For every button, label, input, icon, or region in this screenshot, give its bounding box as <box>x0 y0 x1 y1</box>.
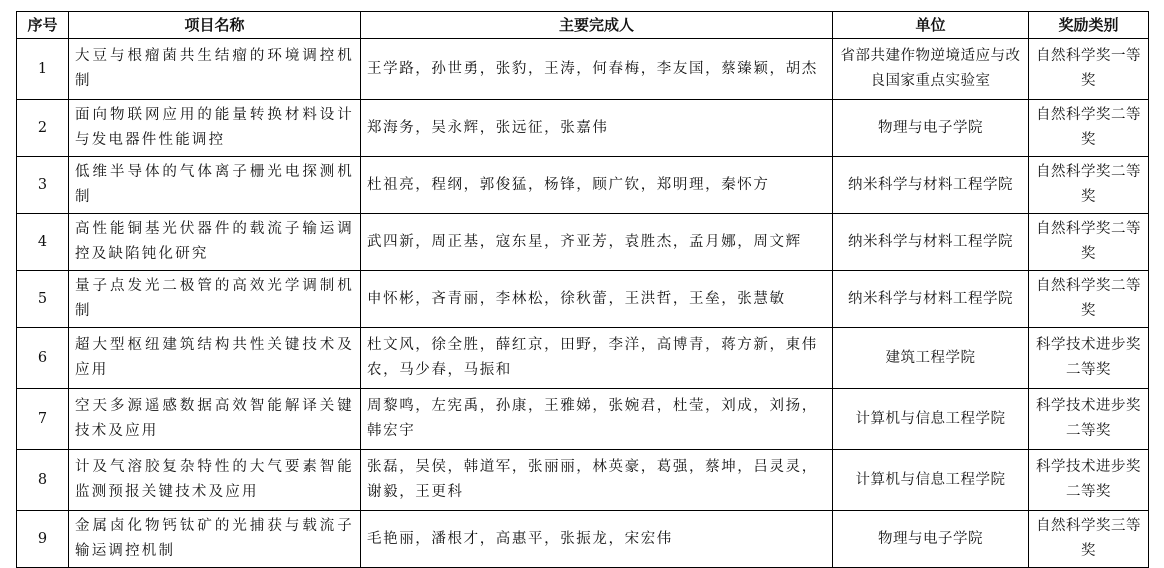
cell-project-name: 量子点发光二极管的高效光学调制机制 <box>69 271 361 328</box>
cell-index: 6 <box>17 328 69 389</box>
cell-unit: 省部共建作物逆境适应与改良国家重点实验室 <box>833 39 1029 100</box>
header-row <box>17 12 1149 39</box>
cell-index: 1 <box>17 39 69 100</box>
cell-award-category: 自然科学奖二等奖 <box>1029 100 1149 157</box>
cell-index: 4 <box>17 214 69 271</box>
header-unit: 单位 <box>833 12 1029 39</box>
cell-award-category: 科学技术进步奖二等奖 <box>1029 328 1149 389</box>
cell-unit: 计算机与信息工程学院 <box>833 389 1029 450</box>
header-main-contributors: 主要完成人 <box>361 12 833 39</box>
cell-unit: 物理与电子学院 <box>833 100 1029 157</box>
cell-project-name: 空天多源遥感数据高效智能解译关键技术及应用 <box>69 389 361 450</box>
cell-project-name: 高性能铜基光伏器件的载流子输运调控及缺陷钝化研究 <box>69 214 361 271</box>
table-row <box>17 271 1149 328</box>
table-row <box>17 214 1149 271</box>
cell-award-category: 自然科学奖三等奖 <box>1029 511 1149 568</box>
cell-index: 9 <box>17 511 69 568</box>
cell-main-contributors: 武四新，周正基，寇东星，齐亚芳，袁胜杰，孟月娜，周文辉 <box>361 214 833 271</box>
header-index: 序号 <box>17 12 69 39</box>
cell-index: 5 <box>17 271 69 328</box>
cell-award-category: 自然科学奖二等奖 <box>1029 271 1149 328</box>
cell-project-name: 面向物联网应用的能量转换材料设计与发电器件性能调控 <box>69 100 361 157</box>
cell-award-category: 自然科学奖一等奖 <box>1029 39 1149 100</box>
cell-project-name: 计及气溶胶复杂特性的大气要素智能监测预报关键技术及应用 <box>69 450 361 511</box>
cell-index: 3 <box>17 157 69 214</box>
header-project-name: 项目名称 <box>69 12 361 39</box>
cell-unit: 纳米科学与材料工程学院 <box>833 157 1029 214</box>
table-body <box>17 39 1149 568</box>
award-table <box>16 11 1149 568</box>
table-row <box>17 389 1149 450</box>
table-row <box>17 100 1149 157</box>
cell-unit: 纳米科学与材料工程学院 <box>833 214 1029 271</box>
cell-index: 2 <box>17 100 69 157</box>
cell-unit: 物理与电子学院 <box>833 511 1029 568</box>
table-row <box>17 450 1149 511</box>
cell-award-category: 科学技术进步奖二等奖 <box>1029 389 1149 450</box>
cell-main-contributors: 郑海务，吴永辉，张远征，张嘉伟 <box>361 100 833 157</box>
cell-unit: 计算机与信息工程学院 <box>833 450 1029 511</box>
cell-main-contributors: 毛艳丽，潘根才，高惠平，张振龙，宋宏伟 <box>361 511 833 568</box>
cell-main-contributors: 王学路，孙世勇，张豹，王涛，何春梅，李友国，蔡臻颖，胡杰 <box>361 39 833 100</box>
cell-index: 7 <box>17 389 69 450</box>
table-row <box>17 39 1149 100</box>
cell-project-name: 低维半导体的气体离子栅光电探测机制 <box>69 157 361 214</box>
cell-main-contributors: 申怀彬，吝青丽，李林松，徐秋蕾，王洪哲，王垒，张慧敏 <box>361 271 833 328</box>
table-row <box>17 328 1149 389</box>
cell-main-contributors: 张磊，吴侯，韩道军，张丽丽，林英豪，葛强，蔡坤，吕灵灵，谢毅，王更科 <box>361 450 833 511</box>
cell-award-category: 自然科学奖二等奖 <box>1029 157 1149 214</box>
cell-main-contributors: 周黎鸣，左宪禹，孙康，王雅娣，张婉君，杜莹，刘成，刘扬，韩宏宇 <box>361 389 833 450</box>
header-award-category: 奖励类别 <box>1029 12 1149 39</box>
cell-main-contributors: 杜文风，徐全胜，薛红京，田野，李洋，高博青，蒋方新，東伟农，马少春，马振和 <box>361 328 833 389</box>
cell-project-name: 超大型枢纽建筑结构共性关键技术及应用 <box>69 328 361 389</box>
cell-award-category: 自然科学奖二等奖 <box>1029 214 1149 271</box>
award-table-container <box>16 11 1148 568</box>
table-row <box>17 511 1149 568</box>
cell-project-name: 大豆与根瘤菌共生结瘤的环境调控机制 <box>69 39 361 100</box>
cell-main-contributors: 杜祖亮，程纲，郭俊猛，杨锋，顾广钦，郑明理，秦怀方 <box>361 157 833 214</box>
cell-award-category: 科学技术进步奖二等奖 <box>1029 450 1149 511</box>
cell-unit: 纳米科学与材料工程学院 <box>833 271 1029 328</box>
cell-index: 8 <box>17 450 69 511</box>
cell-unit: 建筑工程学院 <box>833 328 1029 389</box>
cell-project-name: 金属卤化物钙钛矿的光捕获与载流子输运调控机制 <box>69 511 361 568</box>
table-row <box>17 157 1149 214</box>
